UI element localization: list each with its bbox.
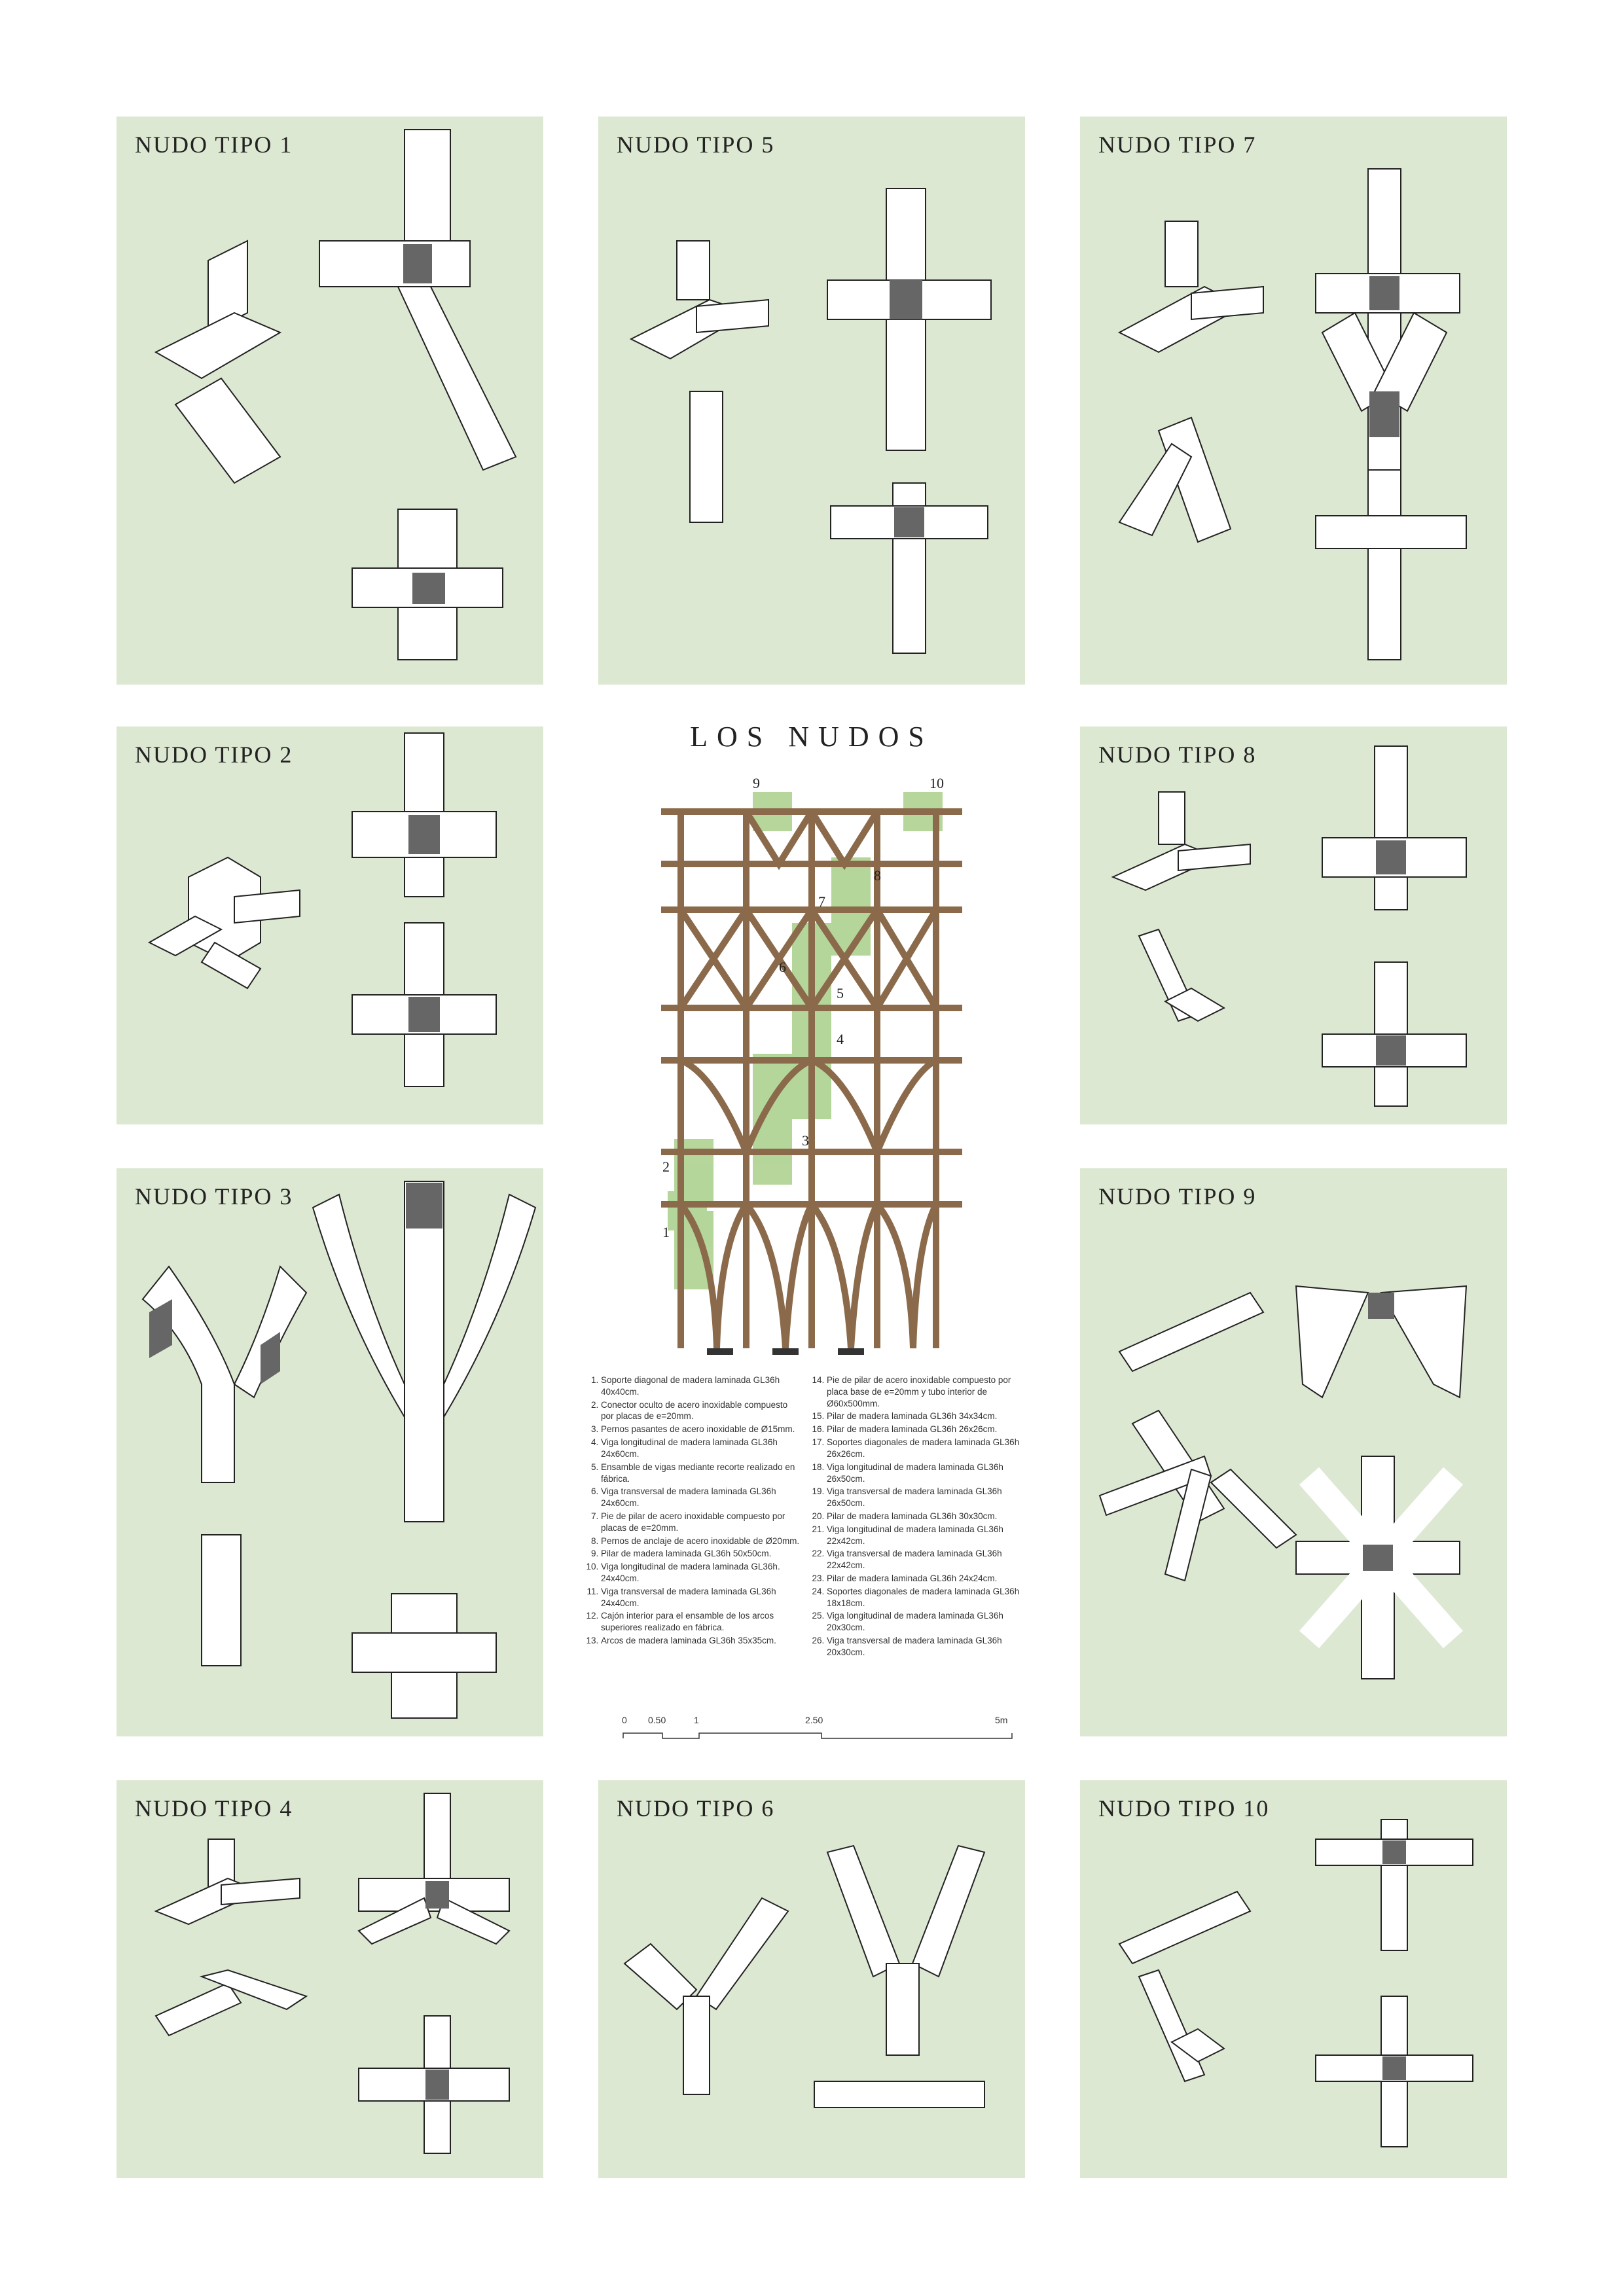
panel-title: NUDO TIPO 8 [1098, 742, 1257, 768]
nudo-drawing [1080, 726, 1507, 1124]
panel-title: NUDO TIPO 1 [135, 132, 293, 158]
legend-item: 11. Viga transversal de madera laminada GL36h 24x40cm. [601, 1586, 802, 1609]
legend-item: 24. Soportes diagonales de madera laminada GL36h 18x18cm. [827, 1586, 1028, 1609]
panel-nudo-tipo-9 [1080, 1168, 1507, 1736]
scale-label: 2.50 [805, 1715, 823, 1725]
section-label: 5 [837, 985, 844, 1001]
panel-nudo-tipo-7 [1080, 117, 1507, 685]
panel-title: NUDO TIPO 5 [617, 132, 775, 158]
panel-title: NUDO TIPO 9 [1098, 1183, 1257, 1210]
section-label: 4 [837, 1031, 844, 1047]
panel-title: NUDO TIPO 7 [1098, 132, 1257, 158]
legend-item: 3. Pernos pasantes de acero inoxidable de Ø15mm. [601, 1424, 802, 1435]
legend-item: 17. Soportes diagonales de madera laminada GL36h 26x26cm. [827, 1437, 1028, 1460]
panel-nudo-tipo-4 [117, 1780, 543, 2178]
panel-nudo-tipo-10 [1080, 1780, 1507, 2178]
legend-item: 23. Pilar de madera laminada GL36h 24x24cm. [827, 1573, 1028, 1585]
section-label: 10 [929, 775, 944, 791]
legend-item: 26. Viga transversal de madera laminada GL36h 20x30cm. [827, 1635, 1028, 1659]
panel-title: NUDO TIPO 4 [135, 1795, 293, 1821]
section-label: 7 [818, 893, 825, 910]
panel-title: NUDO TIPO 3 [135, 1183, 293, 1210]
section-label: 1 [662, 1224, 670, 1240]
panel-title: NUDO TIPO 10 [1098, 1795, 1270, 1821]
section-label: 6 [779, 959, 786, 975]
legend-item: 16. Pilar de madera laminada GL36h 26x26cm. [827, 1424, 1028, 1435]
panel-nudo-tipo-6 [598, 1780, 1025, 2178]
legend-item: 21. Viga longitudinal de madera laminada GL36h 22x42cm. [827, 1524, 1028, 1547]
legend-item: 19. Viga transversal de madera laminada GL36h 26x50cm. [827, 1486, 1028, 1509]
panel-title: NUDO TIPO 2 [135, 742, 293, 768]
legend-right [802, 1374, 1028, 1660]
legend-left [576, 1374, 802, 1648]
legend-item: 1. Soporte diagonal de madera laminada GL36h 40x40cm. [601, 1374, 802, 1398]
nudo-drawing [117, 1780, 543, 2178]
scale-label: 0.50 [648, 1715, 666, 1725]
panel-nudo-tipo-8 [1080, 726, 1507, 1124]
nudo-drawing [1080, 117, 1507, 685]
page-title: LOS NUDOS [690, 721, 933, 753]
nudo-drawing [117, 117, 543, 685]
section-label: 2 [662, 1158, 670, 1175]
section-label: 8 [874, 867, 881, 884]
legend-item: 10. Viga longitudinal de madera laminada GL36h. 24x40cm. [601, 1561, 802, 1585]
section-label: 3 [802, 1132, 809, 1149]
section-label: 9 [753, 775, 760, 791]
nudo-drawing [598, 117, 1025, 685]
building-section [655, 772, 969, 1355]
panel-title: NUDO TIPO 6 [617, 1795, 775, 1821]
legend-item: 6. Viga transversal de madera laminada GL36h 24x60cm. [601, 1486, 802, 1509]
legend-item: 7. Pie de pilar de acero inoxidable compuesto por placas de e=20mm. [601, 1511, 802, 1534]
legend-item: 13. Arcos de madera laminada GL36h 35x35cm. [601, 1635, 802, 1647]
panel-nudo-tipo-2 [117, 726, 543, 1124]
legend-item: 20. Pilar de madera laminada GL36h 30x30cm. [827, 1511, 1028, 1522]
legend-item: 25. Viga longitudinal de madera laminada GL36h 20x30cm. [827, 1610, 1028, 1634]
panel-nudo-tipo-5 [598, 117, 1025, 685]
panel-nudo-tipo-3 [117, 1168, 543, 1736]
scale-bar [609, 1715, 1015, 1754]
legend-item: 9. Pilar de madera laminada GL36h 50x50cm. [601, 1548, 802, 1560]
nudo-drawing [1080, 1780, 1507, 2178]
legend-item: 5. Ensamble de vigas mediante recorte realizado en fábrica. [601, 1462, 802, 1485]
panel-nudo-tipo-1 [117, 117, 543, 685]
scale-label: 1 [694, 1715, 699, 1725]
legend-item: 12. Cajón interior para el ensamble de los arcos superiores realizado en fábrica. [601, 1610, 802, 1634]
scale-line [622, 1729, 1015, 1742]
nudo-drawing [1080, 1168, 1507, 1736]
nudo-drawing [117, 726, 543, 1124]
legend-item: 8. Pernos de anclaje de acero inoxidable de Ø20mm. [601, 1535, 802, 1547]
legend-item: 18. Viga longitudinal de madera laminada GL36h 26x50cm. [827, 1462, 1028, 1485]
nudo-drawing [598, 1780, 1025, 2178]
legend-item: 14. Pie de pilar de acero inoxidable compuesto por placa base de e=20mm y tubo interior de Ø60x500mm. [827, 1374, 1028, 1409]
legend-item: 15. Pilar de madera laminada GL36h 34x34cm. [827, 1410, 1028, 1422]
legend-item: 2. Conector oculto de acero inoxidable compuesto por placas de e=20mm. [601, 1399, 802, 1423]
nudo-drawing [117, 1168, 543, 1736]
scale-label: 5m [995, 1715, 1008, 1725]
legend-item: 22. Viga transversal de madera laminada GL36h 22x42cm. [827, 1548, 1028, 1571]
scale-label: 0 [622, 1715, 627, 1725]
legend-item: 4. Viga longitudinal de madera laminada GL36h 24x60cm. [601, 1437, 802, 1460]
